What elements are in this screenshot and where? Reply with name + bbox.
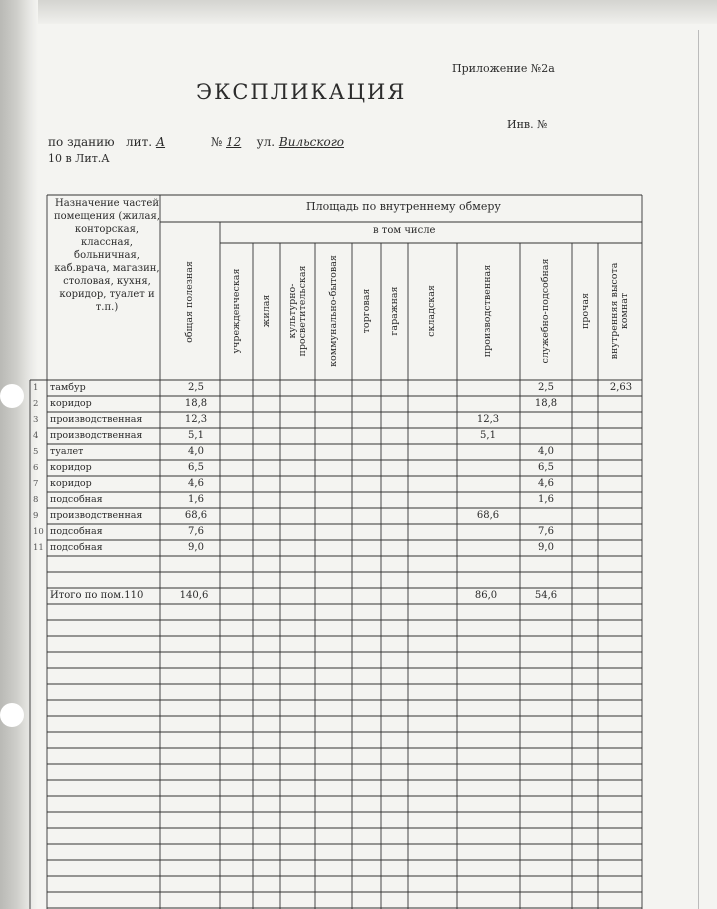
total-area: 7,6 [188, 526, 204, 537]
col-production-header: производственная [482, 264, 493, 358]
col-height-header: внутренняя высота комнат [609, 262, 630, 360]
total-area: 6,5 [188, 462, 204, 473]
scan-right-edge [698, 30, 699, 909]
street-value: Вильского [278, 135, 345, 149]
col-garage-header: гаражная [389, 286, 400, 336]
purpose-column-header: Назначение частей помещения (жилая, конторская, классная, больничная, каб.врача, магазин, столовая, кухня, коридор, туалет и т.п.) [54, 198, 160, 313]
col-residential-header: жилая [261, 294, 272, 328]
room-name: тамбур [50, 382, 86, 393]
total-area: 4,6 [188, 478, 204, 489]
punch-hole-top [0, 384, 24, 408]
number-value: 12 [226, 135, 242, 149]
room-height: 2,63 [609, 382, 633, 393]
service-area: 18,8 [534, 398, 558, 409]
production-area: 12,3 [476, 414, 500, 425]
total-area: 18,8 [184, 398, 208, 409]
service-area: 7,6 [538, 526, 554, 537]
room-name: коридор [50, 478, 92, 489]
summary-production: 86,0 [474, 590, 498, 601]
room-name: туалет [50, 446, 84, 457]
total-area-header: общая полезная [184, 261, 195, 343]
punch-hole-bottom [0, 703, 24, 727]
document-title: ЭКСПЛИКАЦИЯ [196, 80, 407, 104]
col-storage-header: складская [426, 285, 437, 337]
room-name: производственная [50, 414, 143, 425]
total-area: 12,3 [184, 414, 208, 425]
total-area: 68,6 [184, 510, 208, 521]
including-header: в том числе [373, 225, 436, 236]
area-header: Площадь по внутреннему обмеру [306, 200, 501, 213]
lit-value: А [155, 135, 166, 149]
production-area: 5,1 [480, 430, 496, 441]
room-name: производственная [50, 510, 143, 521]
service-area: 9,0 [538, 542, 554, 553]
room-name: подсобная [50, 494, 103, 505]
building-label: зданию [67, 135, 115, 149]
service-area: 4,0 [538, 446, 554, 457]
summary-service: 54,6 [534, 590, 558, 601]
room-name: коридор [50, 398, 92, 409]
service-area: 6,5 [538, 462, 554, 473]
street-label: ул. [256, 135, 276, 149]
room-name: коридор [50, 462, 92, 473]
total-area: 2,5 [188, 382, 204, 393]
appendix-label: Приложение №2а [452, 62, 555, 75]
service-area: 1,6 [538, 494, 554, 505]
room-name: подсобная [50, 526, 103, 537]
lit-label: лит. [126, 135, 153, 149]
summary-label: Итого по пом.110 [50, 590, 144, 601]
col-cultural-header: культурно-просветительская [287, 265, 308, 357]
number-label: № [210, 135, 223, 149]
building-line-2: 10 в Лит.А [48, 152, 110, 165]
room-name: подсобная [50, 542, 103, 553]
inventory-number-label: Инв. № [507, 118, 548, 131]
total-area: 5,1 [188, 430, 204, 441]
prefix: по [48, 135, 64, 149]
total-area: 1,6 [188, 494, 204, 505]
scan-top-shadow [0, 0, 717, 24]
building-line [48, 135, 344, 149]
col-other-header: прочая [580, 292, 591, 330]
service-area: 4,6 [538, 478, 554, 489]
service-area: 2,5 [538, 382, 554, 393]
col-trade-header: торговая [361, 288, 372, 334]
room-name: производственная [50, 430, 143, 441]
summary-total: 140,6 [179, 590, 209, 601]
col-service-header: служебно-подсобная [540, 258, 551, 364]
production-area: 68,6 [476, 510, 500, 521]
total-area: 9,0 [188, 542, 204, 553]
total-area: 4,0 [188, 446, 204, 457]
col-institutional-header: учрежденческая [231, 268, 242, 354]
col-communal-header: коммунально-бытовая [328, 255, 339, 367]
